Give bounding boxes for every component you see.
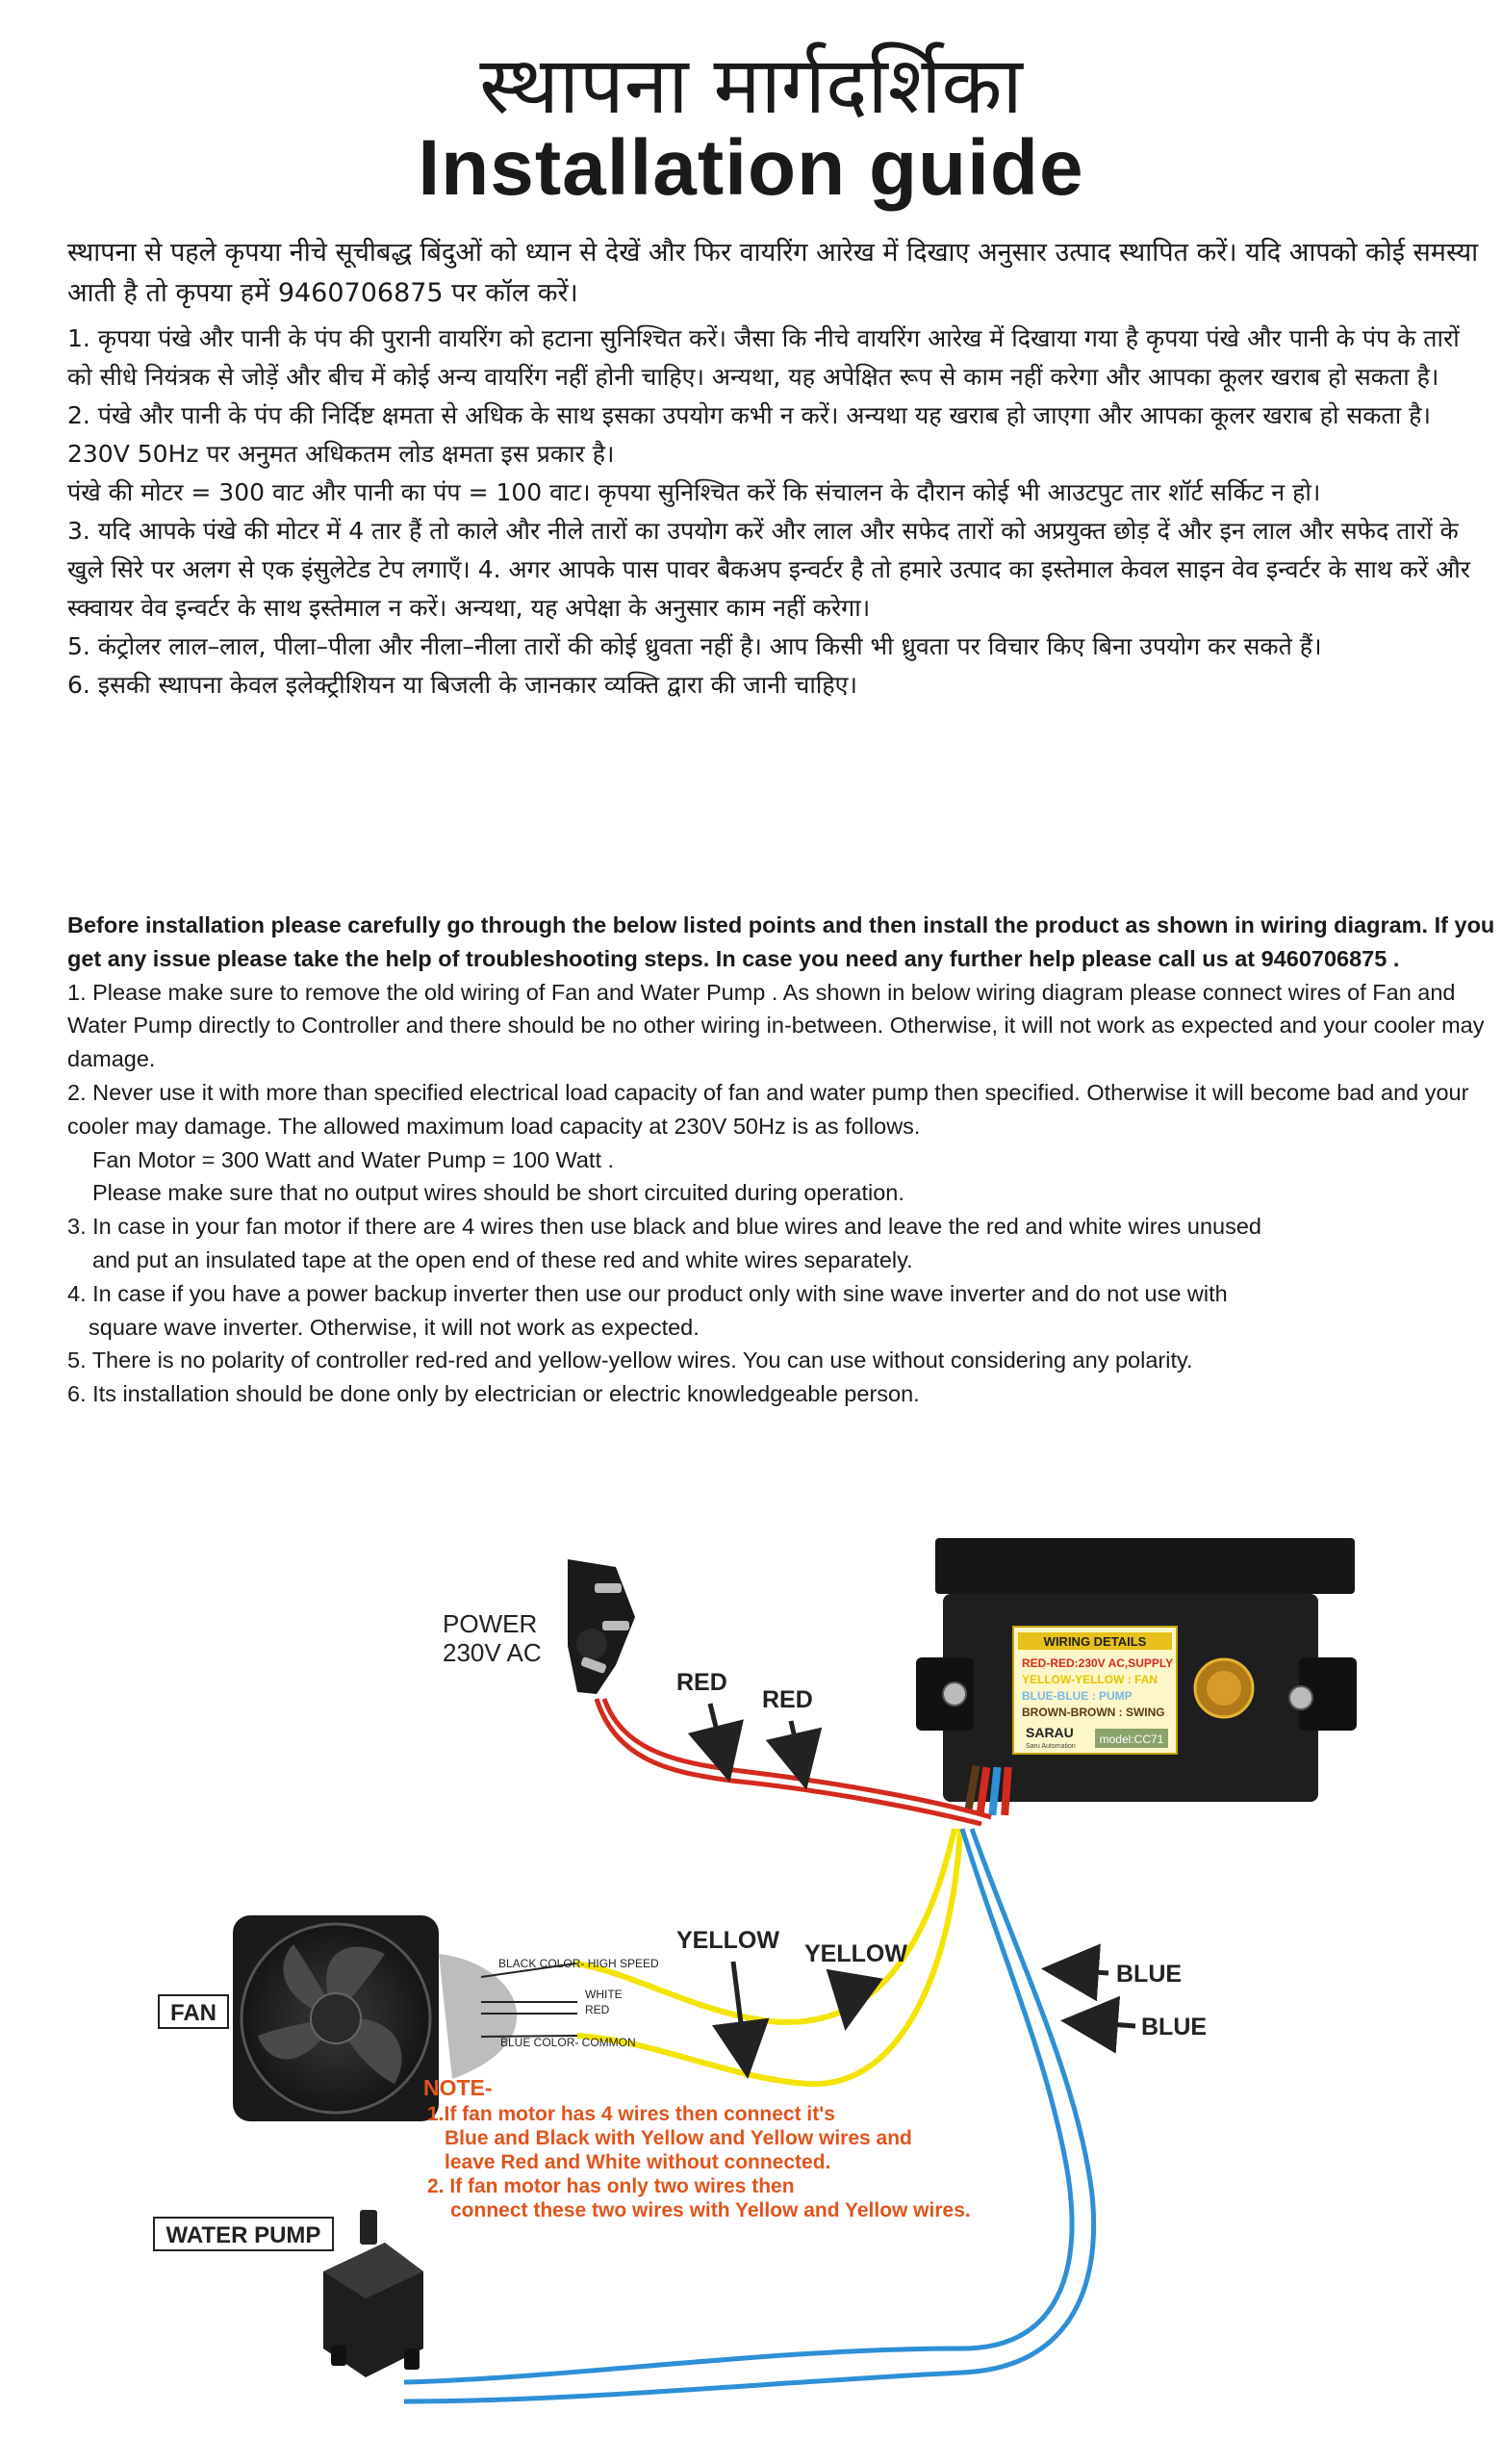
hindi-point-5: 5. कंट्रोलर लाल–लाल, पीला–पीला और नीला–नीला तारों की कोई ध्रुवता नहीं है। आप किसी भी ध्रुवता पर विचार किए बिना उपयोग कर सकते हैं। xyxy=(67,632,1322,660)
power-plug xyxy=(568,1559,635,1694)
hindi-point-6: 6. इसकी स्थापना केवल इलेक्ट्रीशियन या बिजली के जानकार व्यक्ति द्वारा की जानी चाहिए। xyxy=(67,671,857,699)
fan-label: FAN xyxy=(170,2000,216,2026)
hindi-point-2b: पंखे की मोटर = 300 वाट और पानी का पंप = 100 वाट। कृपया सुनिश्चित करें कि संचालन के दौरान कोई भी आउटपुट तार शॉर्ट सर्किट न हो। xyxy=(67,478,1321,506)
yellow-label-2: YELLOW xyxy=(804,1940,907,1967)
blue-label-1: BLUE xyxy=(1116,1961,1183,1988)
screw-icon xyxy=(943,1682,966,1706)
yellow-label-1: YELLOW xyxy=(676,1927,779,1954)
english-point-3: 3. In case in your fan motor if there are 4 wires then use black and blue wires and leave the red and white wires unused xyxy=(67,1214,1261,1240)
english-point-2a: Fan Motor = 300 Watt and Water Pump = 100 Watt . xyxy=(92,1146,615,1172)
blue-label-2: BLUE xyxy=(1141,2014,1208,2040)
screw-icon xyxy=(1289,1686,1312,1709)
controller-line-4: BROWN-BROWN : SWING xyxy=(1022,1706,1165,1719)
english-point-4: 4. In case if you have a power backup inverter then use our product only with sine wave inverter and do not use with xyxy=(67,1280,1228,1306)
fan-wire-blue-label: BLUE COLOR- COMMON xyxy=(500,2036,636,2049)
english-point-2b: Please make sure that no output wires should be short circuited during operation. xyxy=(92,1180,904,1206)
controller-line-2: YELLOW-YELLOW : FAN xyxy=(1022,1673,1158,1686)
controller-header: WIRING DETAILS xyxy=(1043,1634,1147,1649)
note-2a: 2. If fan motor has only two wires then xyxy=(427,2175,795,2197)
red-label-1: RED xyxy=(676,1669,727,1696)
controller-brand-sub: Saru Automation xyxy=(1026,1743,1076,1750)
yellow-wire-1 xyxy=(575,1829,955,2022)
fan-wire-black-label: BLACK COLOR- HIGH SPEED xyxy=(498,1957,659,1970)
wiring-diagram xyxy=(0,1502,1502,2464)
hindi-instructions xyxy=(67,233,1491,705)
note-1b: Blue and Black with Yellow and Yellow wires and xyxy=(445,2127,912,2149)
hindi-point-1: 1. कृपया पंखे और पानी के पंप की पुरानी वायरिंग को हटाना सुनिश्चित करें। जैसा कि नीचे वायरिंग आरेख में दिखाया गया है कृपया पंखे और पानी के पंप के तारों को सीधे नियंत्रक से जोड़ें और बीच में कोई अन्य वायरिंग नहीं होनी चाहिए। अन्यथा, यह अपेक्षित रूप से काम नहीं करेगा और आपका कूलर खराब हो सकता है। xyxy=(67,324,1460,391)
red-label-2: RED xyxy=(762,1686,813,1713)
hindi-intro: स्थापना से पहले कृपया नीचे सूचीबद्ध बिंदुओं को ध्यान से देखें और फिर वायरिंग आरेख में दिखाए अनुसार उत्पाद स्थापित करें। यदि आपको कोई समस्या आती है तो कृपया हमें 9460706875 पर कॉल करें। xyxy=(67,238,1479,308)
title-hindi: स्थापना मार्गदर्शिका xyxy=(479,40,1023,132)
fan-wire-white-label: WHITE xyxy=(585,1988,623,2001)
hindi-point-3: 3. यदि आपके पंखे की मोटर में 4 तार हैं तो काले और नीले तारों का उपयोग करें और लाल और सफेद तारों को अप्रयुक्त छोड़ दें और इन लाल और सफेद तारों के खुले सिरे पर अलग से एक इंसुलेटेड टेप लगाएँ। 4. अगर आपके पास पावर बैकअप इन्वर्टर है तो हमारे उत्पाद का इस्तेमाल केवल साइन वेव इन्वर्टर के साथ करें और स्क्वायर वेव इन्वर्टर के साथ इस्तेमाल न करें। अन्यथा, यह अपेक्षा के अनुसार काम नहीं करेगा। xyxy=(67,517,1470,622)
english-point-6: 6. Its installation should be done only by electrician or electric knowledgeable person. xyxy=(67,1381,920,1407)
water-pump-label: WATER PUMP xyxy=(165,2222,321,2248)
controller-line-1: RED-RED:230V AC,SUPPLY xyxy=(1022,1656,1174,1670)
note-2b: connect these two wires with Yellow and Yellow wires. xyxy=(450,2199,971,2221)
fan-wire-red-label: RED xyxy=(585,2003,610,2016)
note-1c: leave Red and White without connected. xyxy=(445,2151,831,2173)
english-intro: Before installation please carefully go through the below listed points and then install the product as shown in wiring diagram. If you get any issue please take the help of troubleshooting steps. In case you need any further help please call us at 9460706875 . xyxy=(67,912,1495,971)
controller-model: model:CC71 xyxy=(1099,1732,1164,1746)
english-point-4b: square wave inverter. Otherwise, it will not work as expected. xyxy=(89,1314,700,1340)
english-point-5: 5. There is no polarity of controller red-red and yellow-yellow wires. You can use without considering any polarity. xyxy=(67,1348,1193,1373)
note-title: NOTE- xyxy=(423,2075,493,2100)
controller-line-3: BLUE-BLUE : PUMP xyxy=(1022,1689,1133,1703)
english-point-1: 1. Please make sure to remove the old wiring of Fan and Water Pump . As shown in below wiring diagram please connect wires of Fan and Water Pump directly to Controller and there should be no other wiring in-between. Otherwise, it will not work as expected and your cooler may damage. xyxy=(67,979,1485,1072)
english-point-3b: and put an insulated tape at the open end of these red and white wires separately. xyxy=(92,1246,913,1272)
water-pump-icon xyxy=(323,2210,423,2377)
controller-box xyxy=(916,1538,1357,1815)
hindi-point-2: 2. पंखे और पानी के पंप की निर्दिष्ट क्षमता से अधिक के साथ इसका उपयोग कभी न करें। अन्यथा यह खराब हो जाएगा और आपका कूलर खराब हो सकता है। 230V 50Hz पर अनुमत अधिकतम लोड क्षमता इस प्रकार है। xyxy=(67,401,1431,468)
english-instructions xyxy=(67,909,1496,1411)
controller-brand: SARAU xyxy=(1026,1725,1074,1740)
note-1a: 1.If fan motor has 4 wires then connect it's xyxy=(427,2103,835,2125)
power-label-1: POWER xyxy=(443,1609,538,1638)
power-label-2: 230V AC xyxy=(443,1638,542,1667)
english-point-2: 2. Never use it with more than specified electrical load capacity of fan and water pump then specified. Otherwise it will become bad and your cooler may damage. The allowed maximum load capacity at 230V 50Hz is as follows. xyxy=(67,1079,1469,1139)
title-english: Installation guide xyxy=(418,124,1084,212)
